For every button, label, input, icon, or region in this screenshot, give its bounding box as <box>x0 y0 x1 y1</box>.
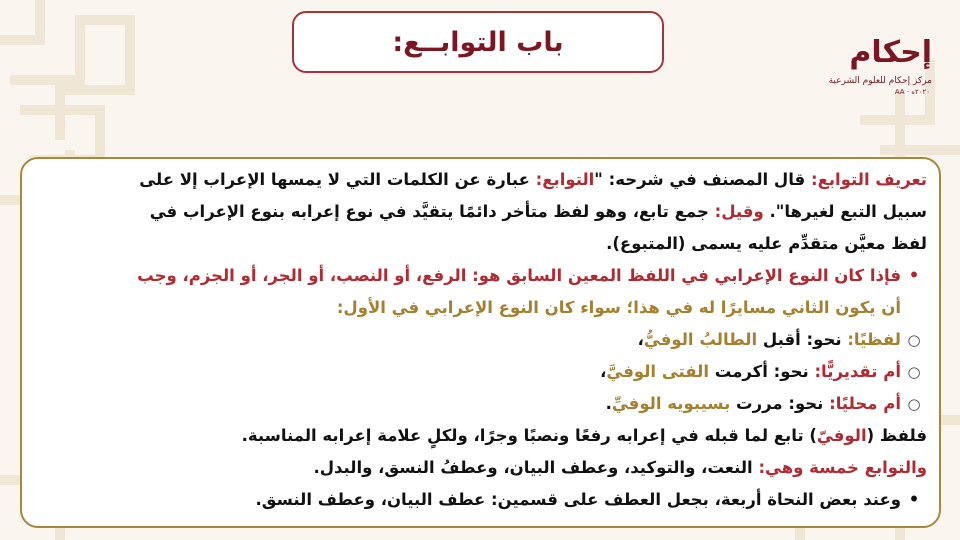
logo-subtitle: مركز إحكام للعلوم الشرعية <box>828 76 932 86</box>
example-lafzi: ○لفظيًا: نحو: أقبل الطالبُ الوفيُّ، <box>36 324 927 356</box>
logo-wordmark: إحكام <box>849 35 932 70</box>
circle-bullet: ○ <box>907 363 921 381</box>
types-line: والتوابع خمسة وهي: النعت، والتوكيد، وعطف البيان، وعطفُ النسق، والبدل. <box>313 458 927 477</box>
rule-line-1: •فإذا كان النوع الإعرابي في اللفظ المعين السابق هو: الرفع، أو النصب، أو الجر، أو الجزم، وجب <box>36 260 927 292</box>
definition-line-2: سبيل التبع لغيرها". وقيل: جمع تابع، وهو لفظ متأخر دائمًا يتقيَّد في نوع إعرابه بنوع الإعراب في <box>149 202 927 221</box>
bullet: • <box>908 266 920 285</box>
note-line: •وعند بعض النحاة أربعة، بجعل العطف على قسمين: عطف البيان، وعطف النسق. <box>36 484 927 516</box>
example-taqdiri: ○أم تقديريًّا: نحو: أكرمت الفتى الوفيَّ، <box>36 356 927 388</box>
logo <box>828 28 932 100</box>
logo-tagline: AA · ٢٠٢٠ه <box>894 88 930 96</box>
definition-line-3: لفظ معيَّن متقدِّم عليه يسمى (المتبوع). <box>606 234 927 253</box>
example-mahalli: ○أم محليًا: نحو: مررت بسيبويه الوفيِّ. <box>36 388 927 420</box>
alt-definition-label: وقيل: <box>714 202 764 221</box>
quoted-term: التوابع: <box>535 170 595 189</box>
explanation-line: فلفظ (الوفيّ) تابع لما قبله في إعرابه رفعًا ونصبًا وجرًا، ولكلٍ علامة إعرابه المناسبة. <box>241 426 927 445</box>
circle-bullet: ○ <box>907 395 921 413</box>
definition-line-1: تعريف التوابع: قال المصنف في شرحه: "التوابع: عبارة عن الكلمات التي لا يمسها الإعراب إلا على <box>139 170 927 189</box>
page-title: باب التوابــع: <box>392 26 564 58</box>
circle-bullet: ○ <box>907 331 921 349</box>
bullet: • <box>908 490 920 509</box>
title-banner <box>292 11 664 73</box>
content-box <box>20 157 941 528</box>
rule-line-2: أن يكون الثاني مسايرًا له في هذا؛ سواء كان النوع الإعرابي في الأول: <box>336 298 901 317</box>
definition-term: تعريف التوابع: <box>810 170 927 189</box>
